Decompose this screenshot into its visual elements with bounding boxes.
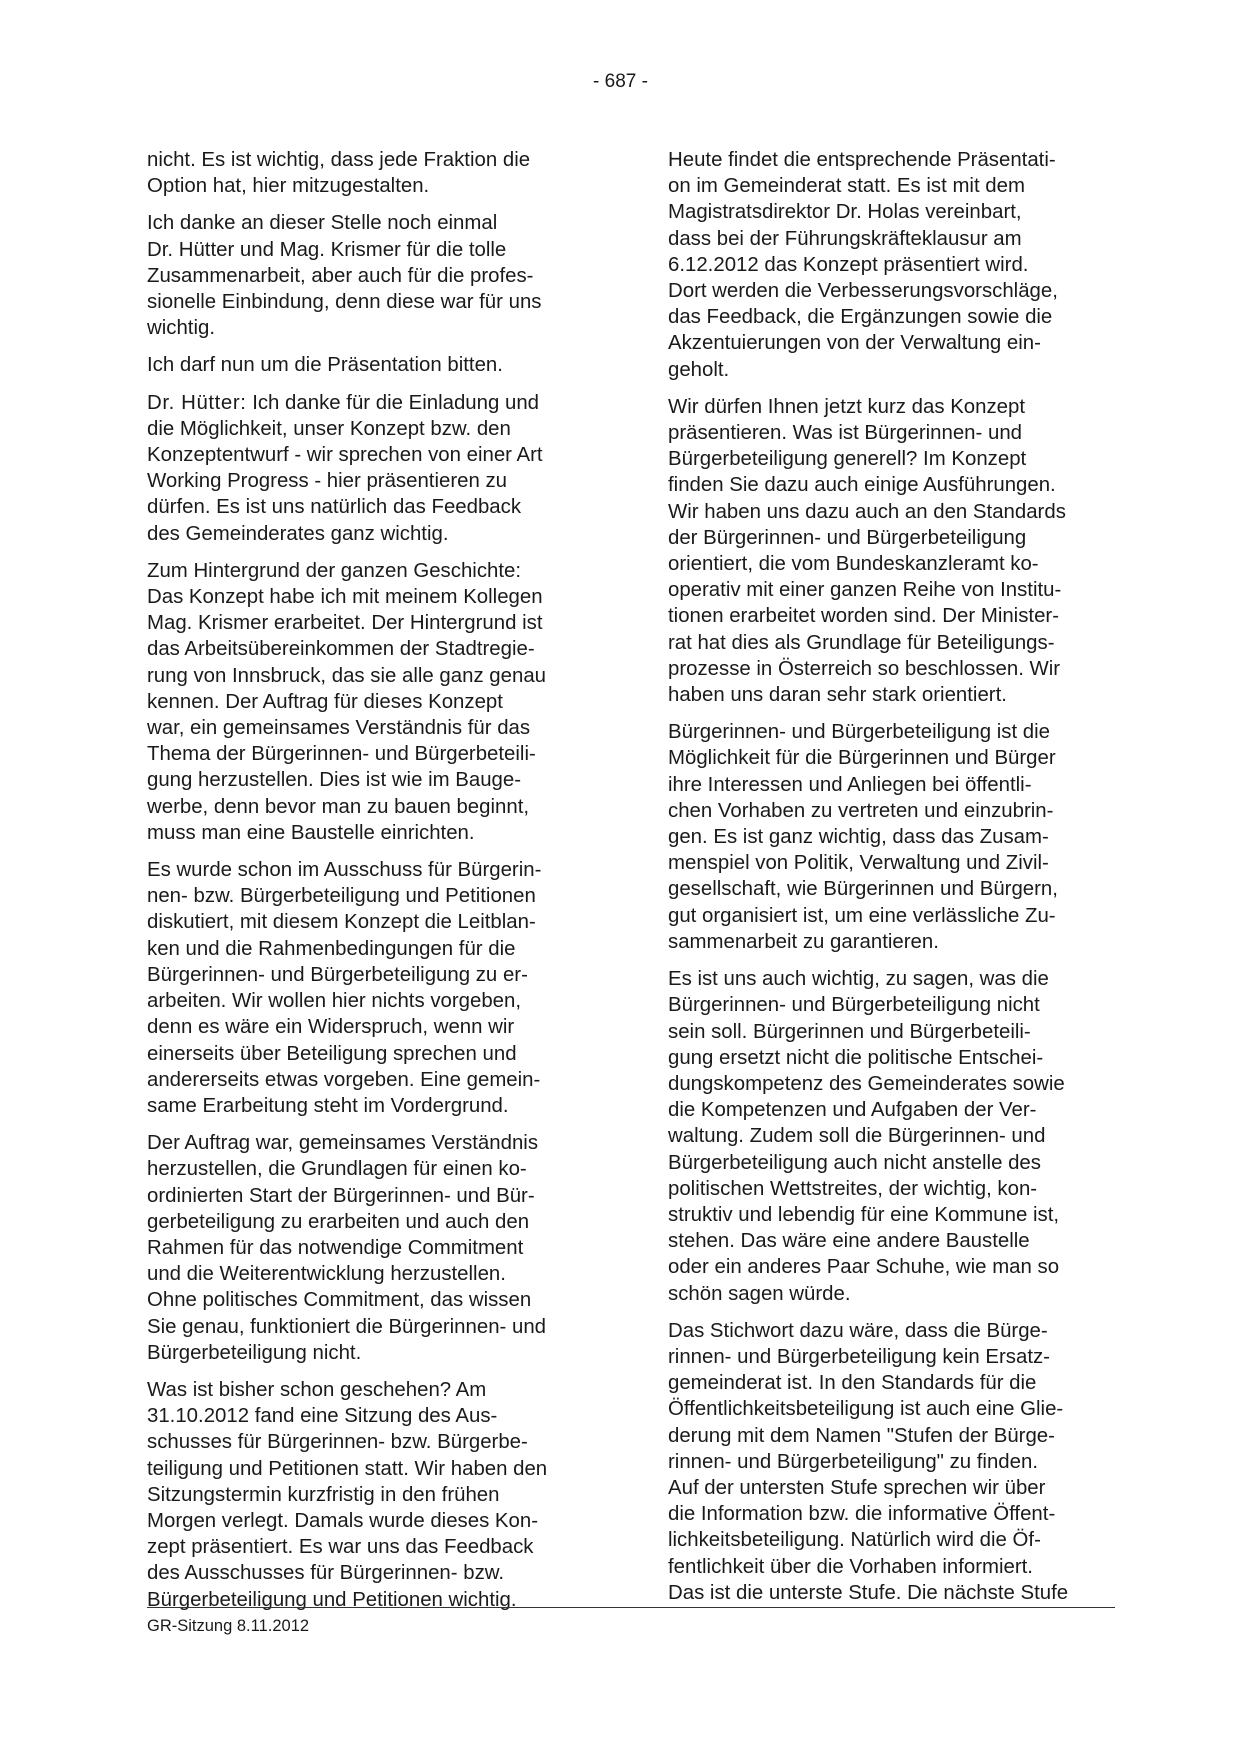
paragraph: Ich darf nun um die Präsentation bitten. [147,354,503,377]
paragraph: nicht. Es ist wichtig, dass jede Fraktion die Option hat, hier mitzugestalten. [147,149,531,198]
speaker-label: Dr. Hütter: [147,391,247,414]
paragraph: Was ist bisher schon geschehen? Am 31.10.2012 fand eine Sitzung des Aus- schusses für Bürgerinnen- bzw. Bürgerbe- teiligung und Petitionen statt. Wir haben den Sitzungstermin kurzfristig in den frühen Morgen verlegt. Damals wurde dieses Kon- zept präsentiert. Es war uns das Feedback des Ausschusses für Bürgerinnen- bzw. Bürgerbeteiligung und Petitionen wichtig. [147,1378,548,1611]
paragraph: Ich danke an dieser Stelle noch einmal Dr. Hütter und Mag. Krismer für die tolle Zusammenarbeit, aber auch für die profes- sionelle Einbindung, denn diese war für uns wichtig. [147,212,542,340]
paragraph: Zum Hintergrund der ganzen Geschichte: Das Konzept habe ich mit meinem Kollegen Mag. Krismer erarbeitet. Der Hintergrund ist das Arbeitsübereinkommen der Stadtregie- rung von Innsbruck, das sie alle ganz genau kennen. Der Auftrag für dieses Konzept war, ein gemeinsames Verständnis für das Thema der Bürgerinnen- und Bürgerbeteili- gung herzustellen. Dies ist wie im Bauge- werbe, denn bevor man zu bauen beginnt, muss man eine Baustelle einrichten. [147,559,547,844]
footer-session-date: GR-Sitzung 8.11.2012 [147,1617,310,1635]
paragraph: Bürgerinnen- und Bürgerbeteiligung ist die Möglichkeit für die Bürgerinnen und Bürger ihre Interessen und Anliegen bei öffentli- chen Vorhaben zu vertreten und einzubrin- gen. Es ist ganz wichtig, dass das Zusam- menspiel von Politik, Verwaltung und Zivil- gesellschaft, wie Bürgerinnen und Bürgern, gut organisiert ist, um eine verlässliche Zu- sammenarbeit zu garantieren. [668,721,1058,953]
paragraph: Das Stichwort dazu wäre, dass die Bürge- rinnen- und Bürgerbeteiligung kein Ersatz- gemeinderat ist. In den Standards für die Öffentlichkeitsbeteiligung ist auch eine Glie- derung mit dem Namen "Stufen der Bürge- rinnen- und Bürgerbeteiligung" zu finden. Auf der untersten Stufe sprechen wir über die Information bzw. die informative Öffent- lichkeitsbeteiligung. Natürlich wird die Öf- fentlichkeit über die Vorhaben informiert. Das ist die unterste Stufe. Die nächste Stufe [668,1319,1069,1604]
paragraph: Es ist uns auch wichtig, zu sagen, was die Bürgerinnen- und Bürgerbeteiligung nicht sein soll. Bürgerinnen und Bürgerbeteili- gung ersetzt nicht die politische Entschei- dungskompetenz des Gemeinderates sowie die Kompetenzen und Aufgaben der Ver- waltung. Zudem soll die Bürgerinnen- und Bürgerbeteiligung auch nicht anstelle des politischen Wettstreites, der wichtig, kon- struktiv und lebendig für eine Kommune ist, stehen. Das wäre eine andere Baustelle oder ein anderes Paar Schuhe, wie man so schön sagen würde. [668,968,1065,1305]
right-column [668,147,1116,1617]
paragraph: Dr. Hütter: Ich danke für die Einladung und die Möglichkeit, unser Konzept bzw. den Konzeptentwurf - wir sprechen von einer Art Working Progress - hier präsentieren zu dürfen. Es ist uns natürlich das Feedback des Gemeinderates ganz wichtig. [147,391,543,545]
page-number: - 687 - [593,71,648,92]
left-column [147,147,595,1624]
paragraph: Heute findet die entsprechende Präsentati- on im Gemeinderat statt. Es ist mit dem Magistratsdirektor Dr. Holas vereinbart, dass bei der Führungskräfteklausur am 6.12.2012 das Konzept präsentiert wird. Dort werden die Verbesserungsvorschläge, das Feedback, die Ergänzungen sowie die Akzentuierungen von der Verwaltung ein- geholt. [668,149,1058,381]
paragraph: Wir dürfen Ihnen jetzt kurz das Konzept präsentieren. Was ist Bürgerinnen- und Bürgerbeteiligung generell? Im Konzept finden Sie dazu auch einige Ausführungen. Wir haben uns dazu auch an den Standards der Bürgerinnen- und Bürgerbeteiligung orientiert, die vom Bundeskanzleramt ko- operativ mit einer ganzen Reihe von Institu- tionen erarbeitet worden sind. Der Minister- rat hat dies als Grundlage für Beteiligungs- prozesse in Österreich so beschlossen. Wir haben uns daran sehr stark orientiert. [668,395,1066,707]
footer-divider [147,1607,1115,1608]
paragraph: Es wurde schon im Ausschuss für Bürgerin- nen- bzw. Bürgerbeteiligung und Petitionen diskutiert, mit diesem Konzept die Leitblan- ken und die Rahmenbedingungen für die Bürgerinnen- und Bürgerbeteiligung zu er- arbeiten. Wir wollen hier nichts vorgeben, denn es wäre ein Widerspruch, wenn wir einerseits über Beteiligung sprechen und andererseits etwas vorgeben. Eine gemein- same Erarbeitung steht im Vordergrund. [147,859,542,1117]
paragraph: Der Auftrag war, gemeinsames Verständnis herzustellen, die Grundlagen für einen ko- ordinierten Start der Bürgerinnen- und Bür- gerbeteiligung zu erarbeiten und auch den Rahmen für das notwendige Commitment und die Weiterentwicklung herzustellen. Ohne politisches Commitment, das wissen Sie genau, funktioniert die Bürgerinnen- und Bürgerbeteiligung nicht. [147,1132,547,1364]
